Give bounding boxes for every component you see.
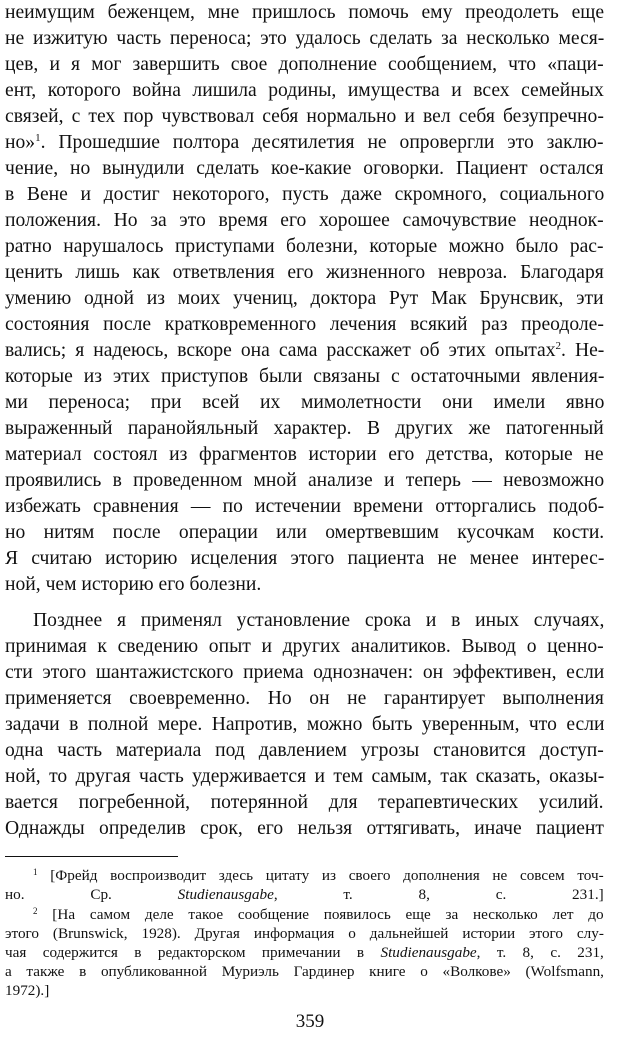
text-fragment: , т. 8, с. 231, xyxy=(476,944,604,961)
footnote-divider xyxy=(5,856,178,857)
text-fragment: Studienausgabe xyxy=(177,886,274,903)
text-line: сти этого шантажистского приема однозначен: он эффективен, если xyxy=(5,662,605,683)
footnote-line xyxy=(5,885,604,904)
text-fragment: чая содержится в редакторском примечании в xyxy=(5,944,381,961)
text-line: которые из этих приступов были связаны с остаточными явления- xyxy=(5,366,605,387)
text-line: неимущим беженцем, мне пришлось помочь ему преодолеть еще xyxy=(5,2,605,23)
text-fragment: Не- xyxy=(574,340,605,361)
page-number: 359 xyxy=(295,1011,325,1032)
footnote-line: этого (Brunswick, 1928). Другая информация о дальнейшей истории этого слу- xyxy=(5,925,604,942)
footnote-mark: 2 xyxy=(555,340,562,352)
text-fragment: Studienausgabe xyxy=(380,944,477,961)
text-line: положения. Но за это время его хорошее самочувствие неоднок- xyxy=(5,210,604,231)
text-fragment: но» xyxy=(5,132,36,153)
footnote-mark: 1 xyxy=(35,132,41,144)
text-line: но»$^1$. Прошедшие полтора десятилетия не опровергли это заклю- xyxy=(5,132,604,153)
text-fragment: Прошедшие полтора десятилетия не опровергли это заклю- xyxy=(58,132,604,153)
text-line: применяется своевременно. Но он не гарантирует выполнения xyxy=(5,688,604,709)
footnote-number: 1 xyxy=(33,867,38,877)
text-line: ной, то другая часть удерживается и тем самым, так сказать, оказы- xyxy=(5,766,605,787)
text-fragment: , т. 8, с. 231.] xyxy=(273,886,604,903)
text-line: материал состоял из фрагментов истории его детства, которые не xyxy=(5,444,604,465)
text-fragment: но. Ср. xyxy=(5,886,178,903)
text-line: ратно нарушалось приступами болезни, которые можно было рас- xyxy=(5,236,604,257)
text-line: выраженный паранойяльный характер. В других же патогенный xyxy=(5,418,604,439)
text-line: задачи в полной мере. Напротив, можно быть уверенным, что если xyxy=(5,714,605,735)
text-line: не изжитую часть переноса; это удалось сделать за несколько меся- xyxy=(5,28,605,49)
footnote-line: а также в опубликованной Муриэль Гардинер книге о «Волкове» (Wolfsmann, xyxy=(5,963,604,980)
footnote-line xyxy=(5,943,604,962)
text-line: Позднее я применял установление срока и в иных случаях, xyxy=(33,610,605,631)
text-line: чение, но вынудили сделать кое-какие оговорки. Пациент остался xyxy=(5,158,604,179)
footnote-number: 2 xyxy=(33,906,38,916)
text-line: Я считаю историю исцеления этого пациента не менее интерес- xyxy=(5,548,605,569)
text-line: в Вене и достиг некоторого, пусть даже скромного, социального xyxy=(5,184,605,205)
footnote-line: 1972).] xyxy=(5,982,50,999)
text-line: цев, и я мог завершить свое дополнение сообщением, что «паци- xyxy=(5,54,604,75)
text-line: связей, с тех пор чувствовал себя нормально и вел себя безупречно- xyxy=(5,106,604,127)
text-line: но нитям после операции или омертвевшим кусочкам кости. xyxy=(5,522,605,543)
text-line: ми переноса; при всей их мимолетности они имели явно xyxy=(5,392,605,413)
text-line: проявились в проведенном мной анализе и теперь — невозможно xyxy=(5,470,605,491)
text-line: одна часть материала под давлением угрозы становится доступ- xyxy=(5,740,604,761)
text-line: ценить лишь как ответвления его жизненного невроза. Благодаря xyxy=(5,262,604,283)
text-fragment: [Фрейд воспроизводит здесь цитату из своего дополнения не совсем точ- xyxy=(50,867,604,884)
footnote-line xyxy=(33,866,604,885)
text-line: ной, чем историю его болезни. xyxy=(5,574,262,595)
text-fragment: вались; я надеюсь, вскоре она сама расскажет об этих опытах xyxy=(5,340,556,361)
footnote-line xyxy=(33,905,604,924)
text-line: состояния после кратковременного лечения всякий раз преодоле- xyxy=(5,314,604,335)
text-fragment: [На самом деле такое сообщение появилось еще за несколько лет до xyxy=(52,906,604,923)
text-line: Однажды определив срок, его нельзя оттягивать, иначе пациент xyxy=(5,818,604,839)
text-line: умению одной из моих учениц, доктора Рут Мак Брунсвик, эти xyxy=(5,288,604,309)
text-line: вались; я надеюсь, вскоре она сама расскажет об этих опытах$^2$. Не- xyxy=(5,340,605,361)
text-line: избежать сравнения — по истечении времени отторгались подоб- xyxy=(5,496,605,517)
text-line: вается погребенной, потерянной для терапевтических усилий. xyxy=(5,792,604,813)
text-line: ент, которого война лишила родины, имущества и всех семейных xyxy=(5,80,604,101)
text-line: принимая к сведению опыт и других аналитиков. Вывод о ценно- xyxy=(5,636,604,657)
